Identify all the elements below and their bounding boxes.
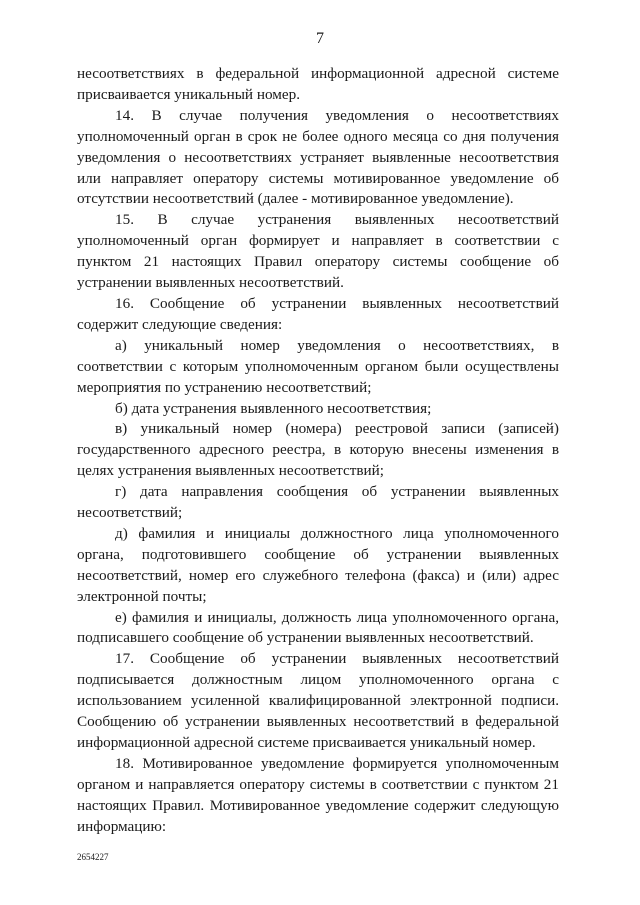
paragraph-continuation: несоответствиях в федеральной информационной адресной системе присваивается уникальный номер. bbox=[77, 65, 559, 103]
paragraph-item-14: 14. В случае получения уведомления о несоответствиях уполномоченный орган в срок не более одного месяца со дня получения уведомления о несоответствиях устраняет выявленные несоответствия или направляет оператору системы мотивированное уведомление об отсутствии несоответствий (далее - мотивированное уведомление). bbox=[77, 106, 559, 208]
document-body bbox=[77, 64, 559, 838]
paragraph-item-18: 18. Мотивированное уведомление формируется уполномоченным органом и направляется оператору системы в соответствии с пунктом 21 настоящих Правил. Мотивированное уведомление содержит следующую информацию: bbox=[77, 754, 559, 835]
document-code: 2654227 bbox=[77, 852, 109, 862]
page-number: 7 bbox=[316, 30, 324, 47]
paragraph-item-17: 17. Сообщение об устранении выявленных несоответствий подписывается должностным лицом уполномоченного органа с использованием усиленной квалифицированной электронной подписи. Сообщению об устранении выявленных несоответствий в федеральной информационной адресной системе присваивается уникальный номер. bbox=[77, 650, 559, 751]
subitem-d: д) фамилия и инициалы должностного лица уполномоченного органа, подготовившего сообщение об устранении выявленных несоответствий, номер его служебного телефона (факса) и (или) адрес электронной почты; bbox=[77, 524, 559, 605]
subitem-e: е) фамилия и инициалы, должность лица уполномоченного органа, подписавшего сообщение об устранении выявленных несоответствий. bbox=[77, 608, 559, 647]
subitem-v: в) уникальный номер (номера) реестровой записи (записей) государственного адресного реестра, в которую внесены изменения в целях устранения выявленных несоответствий; bbox=[77, 420, 559, 480]
paragraph-item-15: 15. В случае устранения выявленных несоответствий уполномоченный орган формирует и направляет в соответствии с пунктом 21 настоящих Правил оператору системы сообщение об устранении выявленных несоответствий. bbox=[77, 211, 559, 292]
subitem-g: г) дата направления сообщения об устранении выявленных несоответствий; bbox=[77, 483, 559, 522]
subitem-b: б) дата устранения выявленного несоответствия; bbox=[115, 399, 432, 417]
paragraph-item-16: 16. Сообщение об устранении выявленных несоответствий содержит следующие сведения: bbox=[77, 294, 559, 333]
subitem-a: а) уникальный номер уведомления о несоответствиях, в соответствии с которым уполномоченным органом были осуществлены мероприятия по устранению несоответствий; bbox=[77, 336, 559, 396]
